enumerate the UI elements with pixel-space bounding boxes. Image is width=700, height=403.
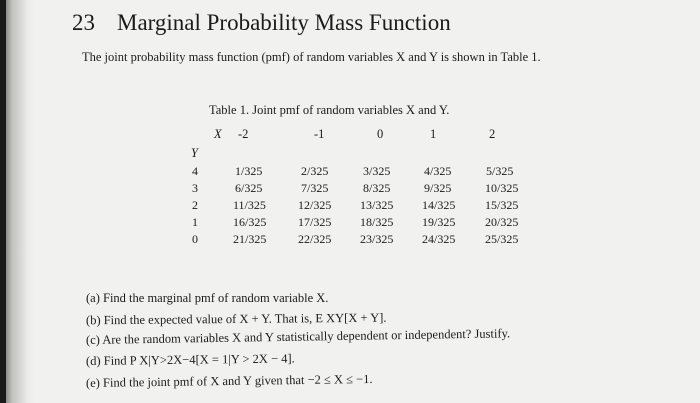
x-value: -2 (238, 127, 249, 141)
table-cell: 25/325 (485, 232, 519, 246)
table-cell: 3/325 (363, 164, 391, 178)
y-value: 1 (192, 215, 198, 229)
table-cell: 5/325 (486, 164, 514, 178)
table-cell: 16/325 (233, 215, 267, 229)
y-value: 0 (192, 232, 198, 246)
table-cell: 1/325 (235, 164, 263, 178)
table-cell: 23/325 (360, 232, 394, 246)
y-axis-label: Y (191, 146, 198, 160)
table-cell: 10/325 (485, 181, 519, 195)
table-cell: 11/325 (233, 198, 266, 212)
x-value: 2 (489, 127, 496, 141)
question-a: (a) Find the marginal pmf of random variable X. (86, 291, 329, 305)
page-shadow (6, 0, 36, 403)
table-cell: 13/325 (360, 198, 394, 212)
x-value: 1 (430, 127, 437, 141)
x-axis-label: X (214, 127, 222, 141)
question-e: (e) Find the joint pmf of X and Y given that −2 ≤ X ≤ −1. (85, 371, 373, 390)
table-cell: 8/325 (363, 181, 391, 195)
y-value: 4 (192, 164, 198, 178)
question-c: (c) Are the random variables X and Y statistically dependent or independent? Justify. (85, 326, 511, 347)
table-cell: 12/325 (298, 198, 332, 212)
table-cell: 18/325 (360, 215, 394, 229)
section-title: Marginal Probability Mass Function (117, 10, 451, 35)
x-value: -1 (314, 127, 325, 141)
table-cell: 24/325 (422, 232, 456, 246)
section-heading (72, 10, 451, 36)
table-caption: Table 1. Joint pmf of random variables X and Y. (209, 103, 450, 117)
question-b: (b) Find the expected value of X + Y. That is, E XY[X + Y]. (85, 310, 387, 328)
table-cell: 17/325 (298, 215, 332, 229)
table-cell: 4/325 (424, 164, 452, 178)
table-cell: 14/325 (422, 198, 456, 212)
x-value: 0 (377, 127, 384, 141)
table-cell: 9/325 (424, 181, 452, 195)
y-value: 3 (192, 181, 198, 195)
document-page (6, 0, 700, 403)
table-cell: 20/325 (485, 215, 519, 229)
question-d: (d) Find P X|Y>2X−4[X = 1|Y > 2X − 4]. (85, 351, 295, 368)
table-cell: 15/325 (485, 198, 519, 212)
table-cell: 2/325 (301, 164, 329, 178)
table-cell: 21/325 (233, 232, 267, 246)
table-cell: 22/325 (298, 232, 332, 246)
table-cell: 7/325 (301, 181, 329, 195)
table-cell: 6/325 (235, 181, 263, 195)
section-number: 23 (72, 10, 95, 35)
y-value: 2 (192, 198, 198, 212)
table-cell: 19/325 (422, 215, 456, 229)
intro-text: The joint probability mass function (pmf) of random variables X and Y is shown in Table 1. (82, 50, 541, 64)
